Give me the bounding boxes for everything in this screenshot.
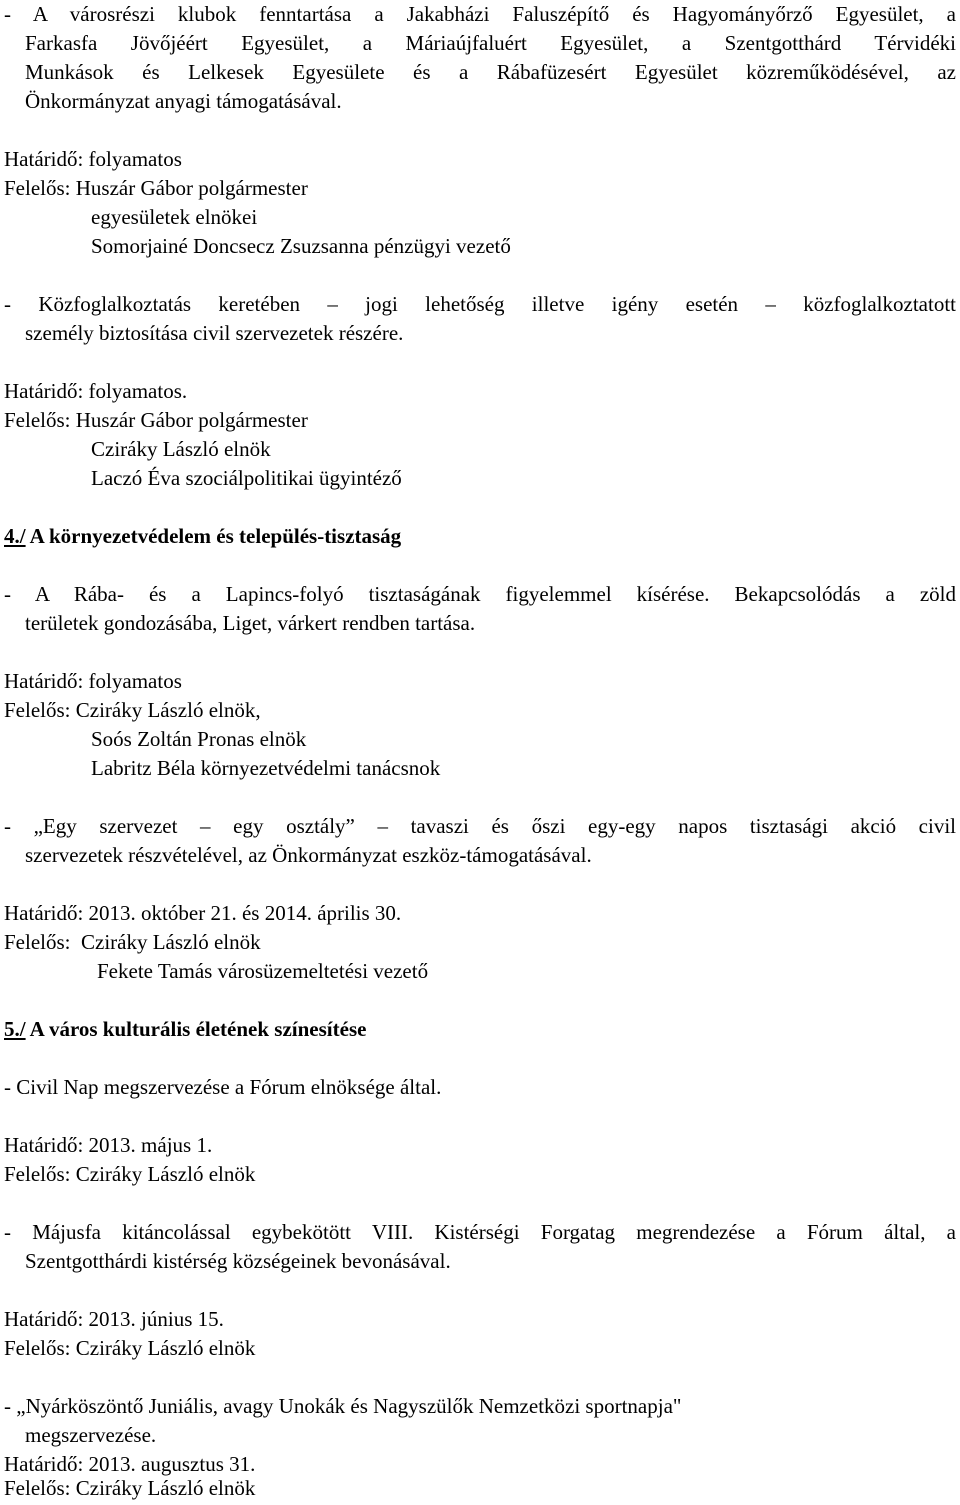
responsible-text: Felelős: Cziráky László elnök	[4, 1476, 256, 1500]
responsible-text: Felelős: Huszár Gábor polgármester	[4, 176, 308, 200]
paragraph-line: - Májusfa kitáncolással egybekötött VIII. Kistérségi Forgatag megrendezése a Fórum által, a	[4, 1220, 956, 1244]
paragraph-line: Farkasfa Jövőjéért Egyesület, a Máriaújfaluért Egyesület, a Szentgotthárd Térvidéki	[25, 31, 956, 55]
responsible-text: Felelős: Huszár Gábor polgármester	[4, 408, 308, 432]
responsible-text: egyesületek elnökei	[91, 205, 258, 229]
responsible-text: Labritz Béla környezetvédelmi tanácsnok	[91, 756, 441, 780]
deadline-text: Határidő: 2013. augusztus 31.	[4, 1452, 256, 1476]
deadline-text: Határidő: 2013. június 15.	[4, 1307, 224, 1331]
deadline-text: Határidő: folyamatos.	[4, 379, 188, 403]
responsible-text: Felelős: Cziráky László elnök	[4, 1162, 256, 1186]
responsible-text: Laczó Éva szociálpolitikai ügyintéző	[91, 466, 402, 490]
responsible-text: Felelős: Cziráky László elnök	[4, 1336, 256, 1360]
responsible-text: Soós Zoltán Pronas elnök	[91, 727, 307, 751]
paragraph-line: Önkormányzat anyagi támogatásával.	[25, 89, 342, 113]
section-title: A város kulturális életének színesítése	[25, 1017, 367, 1041]
section-heading	[4, 1015, 366, 1044]
paragraph-line: megszervezése.	[25, 1423, 157, 1447]
responsible-text: Cziráky László elnök	[91, 437, 271, 461]
responsible-text: Somorjainé Doncsecz Zsuzsanna pénzügyi vezető	[91, 234, 511, 258]
responsible-text: Fekete Tamás városüzemeltetési vezető	[97, 959, 429, 983]
section-number: 4./	[4, 524, 26, 548]
paragraph-line: szervezetek részvételével, az Önkormányzat eszköz-támogatásával.	[25, 843, 592, 867]
paragraph-line: Szentgotthárdi kistérség községeinek bevonásával.	[25, 1249, 451, 1273]
responsible-text: Felelős: Cziráky László elnök	[4, 930, 261, 954]
paragraph-line: - Közfoglalkoztatás keretében – jogi lehetőség illetve igény esetén – közfoglalkoztatott	[4, 292, 956, 316]
paragraph-line: - „Egy szervezet – egy osztály” – tavaszi és őszi egy-egy napos tisztasági akció civil	[4, 814, 956, 838]
responsible-text: Felelős: Cziráky László elnök,	[4, 698, 261, 722]
paragraph-line: - Civil Nap megszervezése a Fórum elnöksége által.	[4, 1075, 442, 1099]
paragraph-line: - A városrészi klubok fenntartása a Jakabházi Faluszépítő és Hagyományőrző Egyesület, a	[4, 2, 956, 26]
deadline-text: Határidő: folyamatos	[4, 147, 182, 171]
paragraph-line: - A Rába- és a Lapincs-folyó tisztaságának figyelemmel kísérése. Bekapcsolódás a zöld	[4, 582, 956, 606]
paragraph-line: Munkások és Lelkesek Egyesülete és a Rábafüzesért Egyesület közreműködésével, az	[25, 60, 956, 84]
section-title: A környezetvédelem és település-tisztaság	[25, 524, 402, 548]
deadline-text: Határidő: folyamatos	[4, 669, 182, 693]
paragraph-line: - „Nyárköszöntő Juniális, avagy Unokák és Nagyszülők Nemzetközi sportnapja"	[4, 1394, 682, 1418]
deadline-text: Határidő: 2013. október 21. és 2014. április 30.	[4, 901, 402, 925]
paragraph-line: területek gondozásába, Liget, várkert rendben tartása.	[25, 611, 476, 635]
section-heading	[4, 522, 401, 551]
section-number: 5./	[4, 1017, 26, 1041]
paragraph-line: személy biztosítása civil szervezetek részére.	[25, 321, 404, 345]
deadline-text: Határidő: 2013. május 1.	[4, 1133, 213, 1157]
